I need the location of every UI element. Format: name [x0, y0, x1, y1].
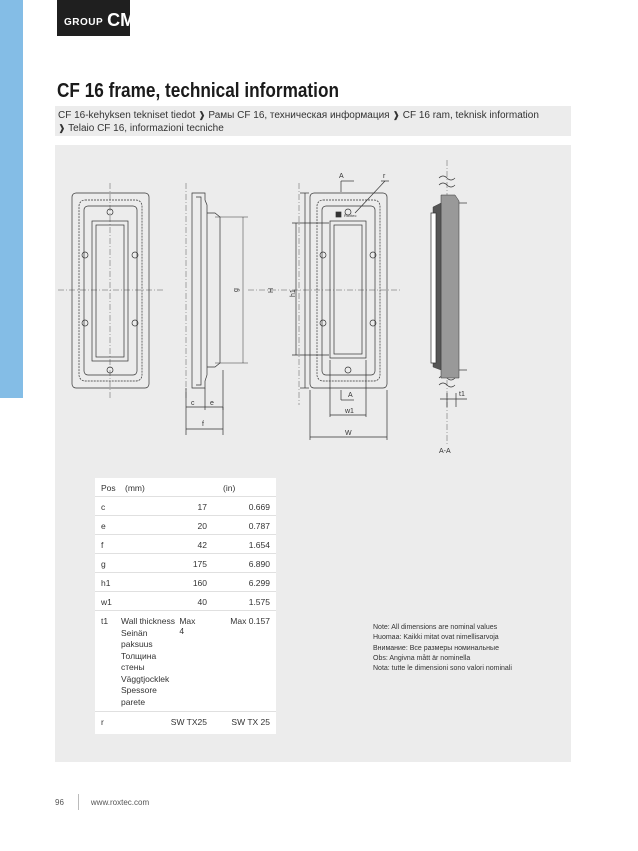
- section-view: [431, 160, 467, 455]
- note-ru: Внимание: Все размеры номинальные: [373, 644, 499, 652]
- label-it: Spessore parete: [121, 685, 157, 707]
- subtitle-swedish: CF 16 ram, teknisk information: [402, 110, 539, 121]
- header-in: (in): [223, 483, 236, 493]
- note-sv: Obs: Angivna mått är nominella: [373, 654, 471, 662]
- subtitle-bar: [55, 106, 571, 136]
- dim-label-w1: w1: [345, 408, 354, 415]
- cell-mm: 175: [192, 559, 207, 569]
- subtitle-finnish: CF 16-kehyksen tekniset tiedot: [58, 110, 196, 121]
- group-badge: [57, 0, 136, 36]
- table-row: [95, 592, 276, 611]
- cell-in: 0.669: [248, 502, 270, 512]
- cell-in: Max 0.157: [230, 616, 270, 626]
- side-tab: [0, 0, 23, 398]
- dim-label-g: g: [233, 288, 240, 292]
- group-code: CM: [107, 10, 136, 30]
- footer-url[interactable]: www.roxtec.com: [90, 797, 150, 807]
- dim-label-f: f: [202, 421, 204, 428]
- separator-icon: ❱: [58, 123, 66, 133]
- subtitle-russian: Рамы CF 16, техническая информация: [208, 110, 390, 121]
- section-label: A-A: [439, 448, 451, 455]
- footer-divider: [78, 794, 79, 810]
- cell-pos: c: [101, 502, 106, 512]
- table-header: [95, 478, 276, 497]
- dim-label-A-top: A: [339, 173, 344, 180]
- technical-drawing: [55, 145, 571, 465]
- dim-label-W: W: [345, 430, 352, 437]
- table-row-wall-thickness: [95, 611, 276, 712]
- table-row: [95, 554, 276, 573]
- dim-label-r: r: [383, 173, 386, 180]
- dim-label-e: e: [210, 400, 214, 407]
- cell-in: 1.654: [248, 540, 270, 550]
- cell-mm: 17: [197, 502, 207, 512]
- cell-pos: w1: [101, 597, 112, 607]
- logo-text: Roxtec: [344, 213, 357, 218]
- cell-mm: 42: [197, 540, 207, 550]
- group-label: GROUP: [64, 17, 104, 28]
- footer: [55, 794, 149, 810]
- wall-thickness-mm: Max 4: [179, 616, 196, 636]
- note-fi: Huomaa: Kaikki mitat ovat nimellisarvoja: [373, 634, 499, 642]
- page-title: CF 16 frame, technical information: [57, 80, 339, 102]
- notes: [373, 623, 512, 674]
- dim-label-h1: h1: [290, 289, 297, 297]
- dimensions-table: [95, 478, 276, 734]
- dim-label-c: c: [191, 400, 195, 407]
- cell-pos: e: [101, 521, 106, 531]
- dim-label-t1: t1: [459, 391, 465, 398]
- label-sv: Väggtjocklek: [121, 673, 170, 684]
- cell-in: 1.575: [248, 597, 270, 607]
- separator-icon: ❱: [392, 110, 400, 120]
- cell-in: 0.787: [248, 521, 270, 531]
- cell-mm: 160: [192, 578, 207, 588]
- cell-in: 6.299: [248, 578, 270, 588]
- cell-in: SW TX 25: [231, 717, 270, 727]
- separator-icon: ❱: [198, 110, 206, 120]
- label-fi: Seinän paksuus: [121, 627, 153, 649]
- table-row: [95, 573, 276, 592]
- cell-mm: [121, 611, 213, 711]
- content-panel: [55, 145, 571, 762]
- label-ru: Толщина стены: [121, 650, 157, 672]
- table-row: [95, 516, 276, 535]
- note-it: Nota: tutte le dimensioni sono valori nominali: [373, 665, 512, 673]
- side-view: [186, 183, 248, 435]
- front-view: [58, 183, 163, 400]
- header-mm: (mm): [125, 483, 145, 493]
- cell-pos: f: [101, 540, 104, 550]
- wall-thickness-labels: [121, 616, 179, 711]
- dim-label-H: H: [268, 287, 275, 293]
- cell-in: 6.890: [248, 559, 270, 569]
- header-pos: Pos: [101, 483, 116, 493]
- label-en: Wall thickness: [121, 616, 176, 626]
- table-row: [95, 497, 276, 516]
- cell-mm: 20: [197, 521, 207, 531]
- cell-pos: h1: [101, 578, 111, 588]
- table-row: [95, 712, 276, 734]
- cell-pos: g: [101, 559, 106, 569]
- cell-pos: r: [101, 717, 104, 727]
- cell-mm: 40: [197, 597, 207, 607]
- subtitle-italian: Telaio CF 16, informazioni tecniche: [68, 123, 224, 134]
- page-number: 96: [55, 797, 64, 807]
- cell-pos: t1: [101, 616, 109, 626]
- front-view-dimensioned: [248, 173, 400, 440]
- cell-mm: SW TX25: [170, 717, 207, 727]
- dim-label-A-mid: A: [348, 392, 353, 399]
- note-en: Note: All dimensions are nominal values: [373, 624, 498, 631]
- table-row: [95, 535, 276, 554]
